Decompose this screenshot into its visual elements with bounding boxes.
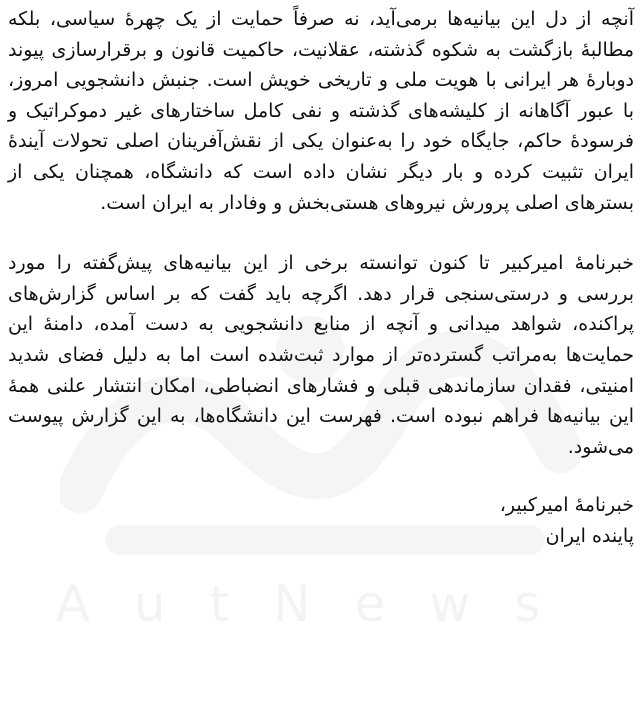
signature-line-2: پاینده ایران	[545, 524, 634, 547]
signature-line-1: خبرنامهٔ امیرکبیر،	[499, 494, 634, 517]
document-body	[8, 4, 634, 552]
paragraph-1: آنچه از دل این بیانیه‌ها برمی‌آید، نه صرفاً حمایت از یک چهرهٔ سیاسی، بلکه مطالبهٔ بازگشت به شکوه گذشته، عقلانیت، حاکمیت قانون و برقرارسازی پیوند دوبارهٔ هر ایرانی با هویت ملی و تاریخی خویش است. جنبش دانشجویی امروز، با عبور آگاهانه از کلیشه‌های گذشته و نفی کامل ساختارهای غیر دموکراتیک و فرسودهٔ حاکم، جایگاه خود را به‌عنوان یکی از نقش‌آفرینان اصلی تحولات آیندهٔ ایران تثبیت کرده و بار دیگر نشان داده است که دانشگاه، همچنان یکی از بسترهای اصلی پرورش نیروهای هستی‌بخش و وفادار به ایران است.	[8, 8, 634, 214]
watermark-text	[40, 575, 600, 633]
signature	[8, 490, 634, 551]
paragraph-2: خبرنامهٔ امیرکبیر تا کنون توانسته برخی از این بیانیه‌های پیش‌گفته را مورد بررسی و درستی‌سنجی قرار دهد. اگرچه باید گفت که بر اساس گزارش‌های پراکنده، شواهد میدانی و آنچه از منابع دانشجویی به دست آمده، دامنهٔ این حمایت‌ها به‌مراتب گسترده‌تر از موارد ثبت‌شده است اما به دلیل فضای شدید امنیتی، فقدان سازماندهی قبلی و فشارهای انضباطی، امکان انتشار علنی همهٔ این بیانیه‌ها فراهم نبوده است. فهرست این دانشگاه‌ها، به این گزارش پیوست می‌شود.	[8, 252, 634, 458]
